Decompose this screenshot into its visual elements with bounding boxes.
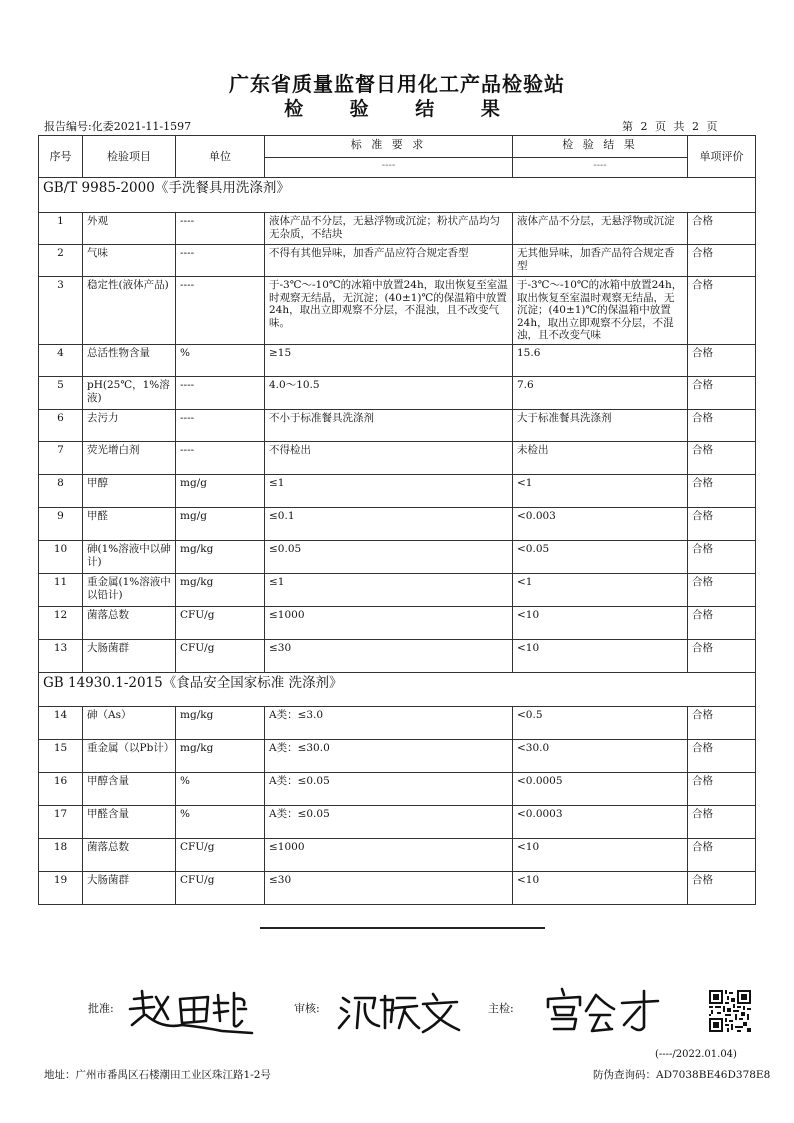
table-row <box>39 213 756 245</box>
cell-result: <1 <box>513 475 688 508</box>
approve-signature <box>122 985 272 1035</box>
cell-judgement: 合格 <box>688 541 756 574</box>
cell-unit: ---- <box>176 410 265 442</box>
table-row <box>39 640 756 673</box>
cell-requirement: 不得检出 <box>265 442 513 475</box>
cell-result: 大于标准餐具洗涤剂 <box>513 410 688 442</box>
cell-judgement: 合格 <box>688 773 756 806</box>
cell-judgement: 合格 <box>688 475 756 508</box>
cell-seq: 12 <box>39 607 83 640</box>
cell-requirement: ≤30 <box>265 872 513 905</box>
table-row <box>39 607 756 640</box>
cell-result: 15.6 <box>513 345 688 377</box>
qr-code-icon <box>709 990 751 1032</box>
table-row <box>39 574 756 607</box>
cell-item: 甲醛含量 <box>83 806 176 839</box>
cell-requirement: 液体产品不分层，无悬浮物或沉淀；粉状产品均匀无杂质，不结块 <box>265 213 513 245</box>
cell-judgement: 合格 <box>688 377 756 410</box>
cell-unit: CFU/g <box>176 872 265 905</box>
report-code-date: (----/2022.01.04) <box>655 1049 737 1060</box>
cell-judgement: 合格 <box>688 277 756 345</box>
cell-result: <10 <box>513 839 688 872</box>
cell-unit: ---- <box>176 442 265 475</box>
cell-result: <0.5 <box>513 707 688 740</box>
cell-unit: % <box>176 773 265 806</box>
cell-item: 稳定性(液体产品) <box>83 277 176 345</box>
cell-item: pH(25℃，1%溶液) <box>83 377 176 410</box>
cell-result: <30.0 <box>513 740 688 773</box>
results-table <box>38 135 756 905</box>
address: 地址：广州市番禺区石楼潮田工业区珠江路1-2号 <box>44 1069 271 1081</box>
cell-judgement: 合格 <box>688 345 756 377</box>
col-standard-header: 标 准 要 求 <box>265 136 513 158</box>
cell-seq: 5 <box>39 377 83 410</box>
cell-requirement: A类：≤3.0 <box>265 707 513 740</box>
inspect-signature <box>540 985 670 1037</box>
col-result-subheader: ---- <box>513 158 688 178</box>
section-title: GB/T 9985-2000《手洗餐具用洗涤剂》 <box>39 178 756 213</box>
cell-unit: ---- <box>176 377 265 410</box>
cell-seq: 16 <box>39 773 83 806</box>
inspect-label: 主检: <box>488 1002 514 1015</box>
cell-judgement: 合格 <box>688 872 756 905</box>
cell-unit: % <box>176 345 265 377</box>
cell-result: 无其他异味，加香产品符合规定香型 <box>513 245 688 277</box>
cell-requirement: ≥15 <box>265 345 513 377</box>
table-row <box>39 707 756 740</box>
cell-result: 于-3℃～-10℃的冰箱中放置24h，取出恢复至室温时观察无结晶，无沉淀；(40±1)℃的保温箱中放置24h，取出立即观察不分层，不混浊，且不改变气味 <box>513 277 688 345</box>
cell-seq: 9 <box>39 508 83 541</box>
cell-judgement: 合格 <box>688 410 756 442</box>
col-seq-header: 序号 <box>39 136 83 178</box>
approve-label: 批准: <box>88 1002 114 1015</box>
cell-item: 砷（As） <box>83 707 176 740</box>
col-result-header: 检 验 结 果 <box>513 136 688 158</box>
table-row <box>39 277 756 345</box>
cell-result: <10 <box>513 607 688 640</box>
cell-judgement: 合格 <box>688 740 756 773</box>
cell-requirement: A类：≤0.05 <box>265 773 513 806</box>
report-number: 报告编号:化委2021-11-1597 <box>44 120 192 133</box>
cell-item: 甲醇含量 <box>83 773 176 806</box>
cell-unit: mg/g <box>176 508 265 541</box>
cell-item: 去污力 <box>83 410 176 442</box>
cell-item: 甲醛 <box>83 508 176 541</box>
cell-judgement: 合格 <box>688 806 756 839</box>
cell-unit: mg/kg <box>176 740 265 773</box>
section-row <box>39 673 756 707</box>
cell-seq: 6 <box>39 410 83 442</box>
cell-result: <10 <box>513 640 688 673</box>
cell-item: 荧光增白剂 <box>83 442 176 475</box>
separator-line <box>260 927 545 929</box>
cell-judgement: 合格 <box>688 574 756 607</box>
cell-item: 气味 <box>83 245 176 277</box>
table-row <box>39 245 756 277</box>
cell-result: <0.003 <box>513 508 688 541</box>
table-row <box>39 475 756 508</box>
cell-item: 大肠菌群 <box>83 872 176 905</box>
cell-judgement: 合格 <box>688 839 756 872</box>
page-info: 第 2 页 共 2 页 <box>622 120 718 133</box>
cell-unit: CFU/g <box>176 640 265 673</box>
cell-judgement: 合格 <box>688 640 756 673</box>
cell-unit: CFU/g <box>176 839 265 872</box>
cell-result: 液体产品不分层，无悬浮物或沉淀 <box>513 213 688 245</box>
section-title: GB 14930.1-2015《食品安全国家标准 洗涤剂》 <box>39 673 756 707</box>
org-title: 广东省质量监督日用化工产品检验站 <box>229 72 565 96</box>
cell-seq: 13 <box>39 640 83 673</box>
cell-unit: ---- <box>176 213 265 245</box>
cell-judgement: 合格 <box>688 508 756 541</box>
cell-item: 重金属(1%溶液中以铅计) <box>83 574 176 607</box>
table-row <box>39 740 756 773</box>
cell-seq: 1 <box>39 213 83 245</box>
cell-result: <10 <box>513 872 688 905</box>
table-row <box>39 806 756 839</box>
col-standard-subheader: ---- <box>265 158 513 178</box>
review-signature <box>335 988 465 1036</box>
cell-item: 砷(1%溶液中以砷计) <box>83 541 176 574</box>
cell-requirement: ≤1000 <box>265 607 513 640</box>
cell-judgement: 合格 <box>688 213 756 245</box>
cell-requirement: ≤1 <box>265 574 513 607</box>
cell-requirement: 于-3℃～-10℃的冰箱中放置24h，取出恢复至室温时观察无结晶，无沉淀；(40±1)℃的保温箱中放置24h，取出立即观察不分层，不混浊，且不改变气味。 <box>265 277 513 345</box>
cell-requirement: ≤1000 <box>265 839 513 872</box>
cell-item: 菌落总数 <box>83 839 176 872</box>
cell-seq: 2 <box>39 245 83 277</box>
cell-unit: mg/kg <box>176 707 265 740</box>
cell-unit: ---- <box>176 277 265 345</box>
cell-requirement: 4.0～10.5 <box>265 377 513 410</box>
cell-requirement: 不得有其他异味，加香产品应符合规定香型 <box>265 245 513 277</box>
cell-judgement: 合格 <box>688 707 756 740</box>
cell-item: 菌落总数 <box>83 607 176 640</box>
cell-result: <1 <box>513 574 688 607</box>
cell-requirement: ≤0.1 <box>265 508 513 541</box>
cell-result: 未检出 <box>513 442 688 475</box>
cell-item: 大肠菌群 <box>83 640 176 673</box>
table-row <box>39 410 756 442</box>
cell-result: <0.0005 <box>513 773 688 806</box>
cell-seq: 3 <box>39 277 83 345</box>
cell-item: 外观 <box>83 213 176 245</box>
cell-item: 甲醇 <box>83 475 176 508</box>
cell-judgement: 合格 <box>688 607 756 640</box>
cell-requirement: 不小于标准餐具洗涤剂 <box>265 410 513 442</box>
table-row <box>39 508 756 541</box>
cell-unit: mg/kg <box>176 574 265 607</box>
cell-requirement: A类：≤30.0 <box>265 740 513 773</box>
col-item-header: 检验项目 <box>83 136 176 178</box>
cell-seq: 17 <box>39 806 83 839</box>
cell-seq: 19 <box>39 872 83 905</box>
cell-seq: 18 <box>39 839 83 872</box>
table-row <box>39 839 756 872</box>
anti-fake-code: 防伪查询码：AD7038BE46D378E8 <box>593 1069 771 1081</box>
cell-unit: ---- <box>176 245 265 277</box>
cell-seq: 14 <box>39 707 83 740</box>
cell-requirement: ≤1 <box>265 475 513 508</box>
cell-judgement: 合格 <box>688 442 756 475</box>
cell-seq: 8 <box>39 475 83 508</box>
results-body <box>39 178 756 905</box>
cell-requirement: A类：≤0.05 <box>265 806 513 839</box>
cell-unit: mg/g <box>176 475 265 508</box>
section-row <box>39 178 756 213</box>
col-unit-header: 单位 <box>176 136 265 178</box>
table-row <box>39 377 756 410</box>
cell-item: 总活性物含量 <box>83 345 176 377</box>
cell-unit: mg/kg <box>176 541 265 574</box>
cell-seq: 4 <box>39 345 83 377</box>
cell-requirement: ≤30 <box>265 640 513 673</box>
cell-seq: 15 <box>39 740 83 773</box>
table-row <box>39 541 756 574</box>
table-row <box>39 345 756 377</box>
cell-result: <0.05 <box>513 541 688 574</box>
cell-result: <0.0003 <box>513 806 688 839</box>
cell-seq: 10 <box>39 541 83 574</box>
cell-seq: 7 <box>39 442 83 475</box>
cell-item: 重金属（以Pb计） <box>83 740 176 773</box>
table-row <box>39 442 756 475</box>
review-label: 审核: <box>294 1002 320 1015</box>
table-row <box>39 773 756 806</box>
cell-requirement: ≤0.05 <box>265 541 513 574</box>
cell-seq: 11 <box>39 574 83 607</box>
cell-unit: CFU/g <box>176 607 265 640</box>
col-judgement-header: 单项评价 <box>688 136 756 178</box>
cell-judgement: 合格 <box>688 245 756 277</box>
doc-title: 检 验 结 果 <box>284 98 520 120</box>
cell-unit: % <box>176 806 265 839</box>
table-row <box>39 872 756 905</box>
cell-result: 7.6 <box>513 377 688 410</box>
